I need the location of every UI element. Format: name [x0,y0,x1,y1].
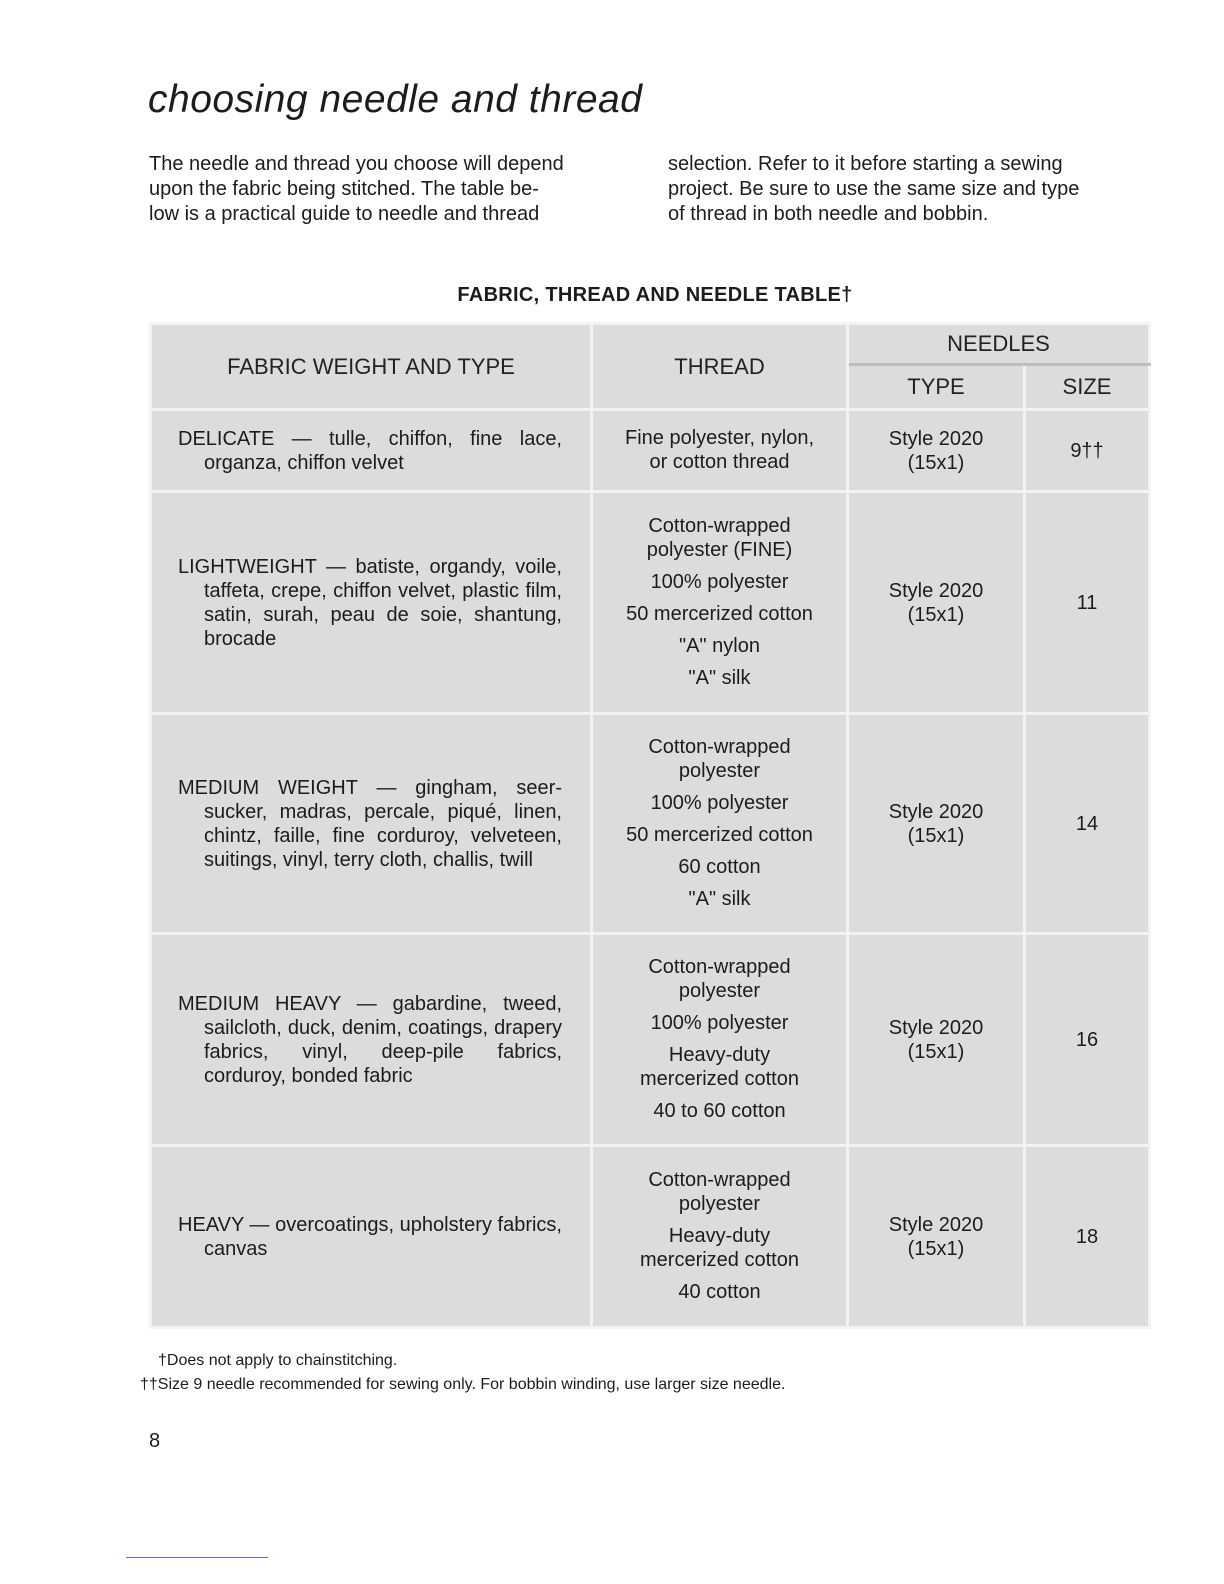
thread-cell [592,714,848,934]
header-needle-size: SIZE [1025,365,1150,410]
needle-type-cell: Style 2020 (15x1) [848,1146,1025,1328]
fabric-description: LIGHTWEIGHT — batiste, organdy, voile, taffeta, crepe, chiffon velvet, plastic film, satin, surah, peau de soie, shantung, brocade [178,555,562,650]
fabric-description: HEAVY — overcoatings, upholstery fabrics, canvas [178,1213,562,1260]
header-needles: NEEDLES [848,324,1150,365]
fabric-description: MEDIUM WEIGHT — gingham, seer-sucker, madras, percale, piqué, linen, chintz, faille, fine corduroy, velveteen, suitings, vinyl, terry cloth, challis, twill [178,776,562,871]
thread-cell [592,492,848,714]
fabric-description: DELICATE — tulle, chiffon, fine lace, organza, chiffon velvet [178,427,562,474]
thread-option: Cotton-wrapped polyester [648,1168,791,1215]
thread-option: "A" silk [688,887,751,910]
thread-option: 100% polyester [650,1011,789,1034]
header-thread: THREAD [592,324,848,410]
thread-option: 60 cotton [678,855,761,878]
thread-option: 50 mercerized cotton [626,602,813,625]
needle-size-cell: 16 [1025,934,1150,1146]
table-row [151,714,1150,934]
thread-option: 40 to 60 cotton [653,1099,786,1122]
needle-size-cell: 11 [1025,492,1150,714]
header-fabric-weight-type: FABRIC WEIGHT AND TYPE [151,324,592,410]
footnote-dagger: †Does not apply to chainstitching. [158,1352,398,1369]
intro-paragraph-left: The needle and thread you choose will depend upon the fabric being stitched. The table be- low is a practical guide to needle and thread [149,153,564,225]
thread-option: Cotton-wrapped polyester [648,735,791,782]
needle-size-cell: 9†† [1025,410,1150,492]
fabric-cell [151,714,592,934]
thread-cell [592,410,848,492]
thread-option: Heavy-duty mercerized cotton [640,1043,799,1090]
fabric-cell [151,934,592,1146]
table-row [151,934,1150,1146]
thread-option: "A" silk [688,666,751,689]
thread-option: 100% polyester [650,791,789,814]
page-edge-rule [126,1557,268,1558]
thread-option: 40 cotton [678,1280,761,1303]
page-number: 8 [149,1430,161,1452]
needle-size-cell: 14 [1025,714,1150,934]
thread-cell [592,1146,848,1328]
needle-type-cell: Style 2020 (15x1) [848,934,1025,1146]
thread-option: Cotton-wrapped polyester [648,955,791,1002]
thread-option: "A" nylon [679,634,760,657]
needle-size-cell: 18 [1025,1146,1150,1328]
thread-option: 50 mercerized cotton [626,823,813,846]
needle-type-cell: Style 2020 (15x1) [848,492,1025,714]
thread-option: Fine polyester, nylon, or cotton thread [625,426,814,473]
table-row [151,410,1150,492]
table-caption: FABRIC, THREAD AND NEEDLE TABLE† [457,284,853,306]
needle-type-cell: Style 2020 (15x1) [848,410,1025,492]
fabric-description: MEDIUM HEAVY — gabardine, tweed, sailcloth, duck, denim, coatings, drapery fabrics, vinyl, deep-pile fabrics, corduroy, bonded fabric [178,992,562,1087]
intro-paragraph-right: selection. Refer to it before starting a sewing project. Be sure to use the same size and type of thread in both needle and bobbin. [668,153,1080,225]
fabric-cell [151,410,592,492]
fabric-cell [151,1146,592,1328]
thread-cell [592,934,848,1146]
table-row [151,492,1150,714]
footnote-double-dagger: ††Size 9 needle recommended for sewing only. For bobbin winding, use larger size needle. [140,1376,786,1393]
needle-type-cell: Style 2020 (15x1) [848,714,1025,934]
fabric-cell [151,492,592,714]
thread-option: Heavy-duty mercerized cotton [640,1224,799,1271]
header-needle-type: TYPE [848,365,1025,410]
page-title: choosing needle and thread [148,78,643,121]
table-row [151,1146,1150,1328]
thread-option: 100% polyester [650,570,789,593]
fabric-thread-needle-table [149,322,1151,1329]
thread-option: Cotton-wrapped polyester (FINE) [646,514,793,561]
